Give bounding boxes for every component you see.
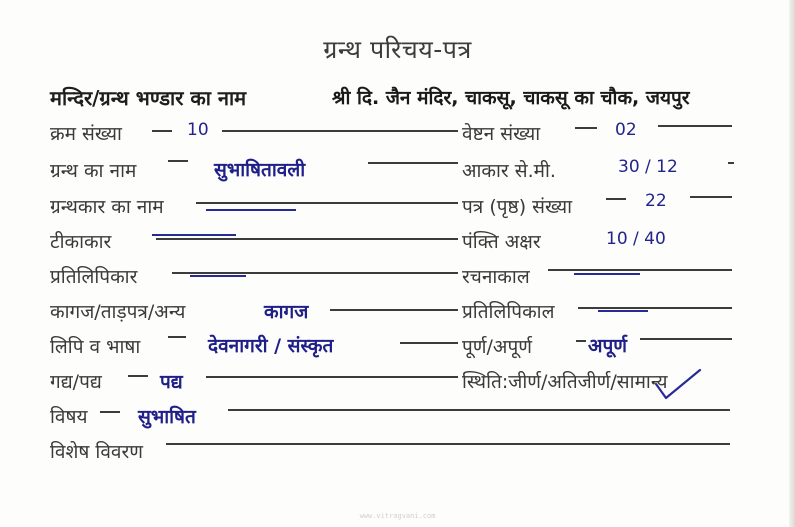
book-name-label: ग्रन्थ का नाम: [50, 160, 137, 182]
line-letters-label: पंक्ति अक्षर: [462, 231, 541, 253]
book-name-line-b: [368, 162, 458, 164]
material-value: कागज: [264, 301, 309, 323]
serial-number-value: 10: [187, 120, 209, 140]
library-value: श्री दि. जैन मंदिर, चाकसू, चाकसू का चौक, जयपुर: [332, 87, 690, 109]
copyist-label: प्रतिलिपिकार: [50, 266, 138, 288]
script-language-line-a: [168, 336, 186, 338]
size-line: [728, 162, 734, 164]
commentator-label: टीकाकार: [50, 231, 112, 253]
prose-verse-value: पद्य: [160, 371, 183, 393]
commentator-blank-dash: [152, 234, 236, 236]
copy-period-line: [578, 307, 732, 309]
subject-line-a: [100, 411, 120, 413]
composition-period-blank-dash: [574, 273, 640, 275]
complete-incomplete-line-b: [640, 338, 732, 340]
commentator-line: [156, 238, 458, 240]
script-language-label: लिपि व भाषा: [50, 336, 141, 358]
book-name-line-a: [168, 160, 188, 162]
composition-period-line: [548, 269, 732, 271]
prose-verse-line-a: [128, 375, 148, 377]
wrapper-number-value: 02: [615, 120, 637, 140]
serial-number-line-a: [152, 130, 172, 132]
serial-number-line-b: [222, 130, 458, 132]
copy-period-blank-dash: [598, 310, 648, 312]
complete-incomplete-line-a: [576, 340, 586, 342]
size-label: आकार से.मी.: [462, 160, 556, 182]
leaves-count-label: पत्र (पृष्ठ) संख्या: [462, 196, 573, 218]
subject-line-b: [228, 409, 730, 411]
material-line: [330, 309, 458, 311]
copyist-blank-dash: [190, 275, 246, 277]
prose-verse-line-b: [206, 376, 458, 378]
author-line: [196, 202, 458, 204]
wrapper-number-line-a: [575, 127, 597, 129]
library-label: मन्दिर/ग्रन्थ भण्डार का नाम: [50, 86, 247, 110]
wrapper-number-label: वेष्टन संख्या: [462, 123, 541, 145]
serial-number-label: क्रम संख्या: [50, 123, 122, 145]
footer-watermark: www.vitragvani.com: [359, 512, 436, 520]
special-details-label: विशेष विवरण: [50, 441, 143, 463]
leaves-count-value: 22: [645, 191, 667, 211]
composition-period-label: रचनाकाल: [462, 266, 530, 288]
line-letters-value: 10 / 40: [606, 229, 666, 249]
script-language-value: देवनागरी / संस्कृत: [208, 335, 334, 357]
prose-verse-label: गद्य/पद्य: [50, 371, 102, 393]
copyist-line: [172, 272, 458, 274]
material-label: कागज/ताड़पत्र/अन्य: [50, 301, 186, 323]
complete-incomplete-value: अपूर्ण: [588, 335, 628, 357]
book-name-value: सुभाषितावली: [214, 159, 306, 181]
special-details-line: [166, 443, 730, 445]
leaves-count-line-a: [606, 198, 626, 200]
size-value: 30 / 12: [618, 157, 678, 177]
leaves-count-line-b: [690, 196, 732, 198]
form-title: ग्रन्थ परिचय-पत्र: [323, 35, 472, 64]
subject-label: विषय: [50, 406, 88, 428]
subject-value: सुभाषित: [138, 406, 196, 428]
complete-incomplete-label: पूर्ण/अपूर्ण: [462, 336, 532, 358]
condition-label: स्थिति:जीर्ण/अतिजीर्ण/सामान्य: [462, 371, 668, 393]
card-edge-shadow: [789, 0, 795, 527]
author-label: ग्रन्थकार का नाम: [50, 196, 164, 218]
wrapper-number-line-b: [658, 125, 732, 127]
copy-period-label: प्रतिलिपिकाल: [462, 301, 555, 323]
check-mark-icon: [654, 368, 704, 404]
author-blank-dash: [206, 209, 296, 211]
script-language-line-b: [400, 342, 458, 344]
